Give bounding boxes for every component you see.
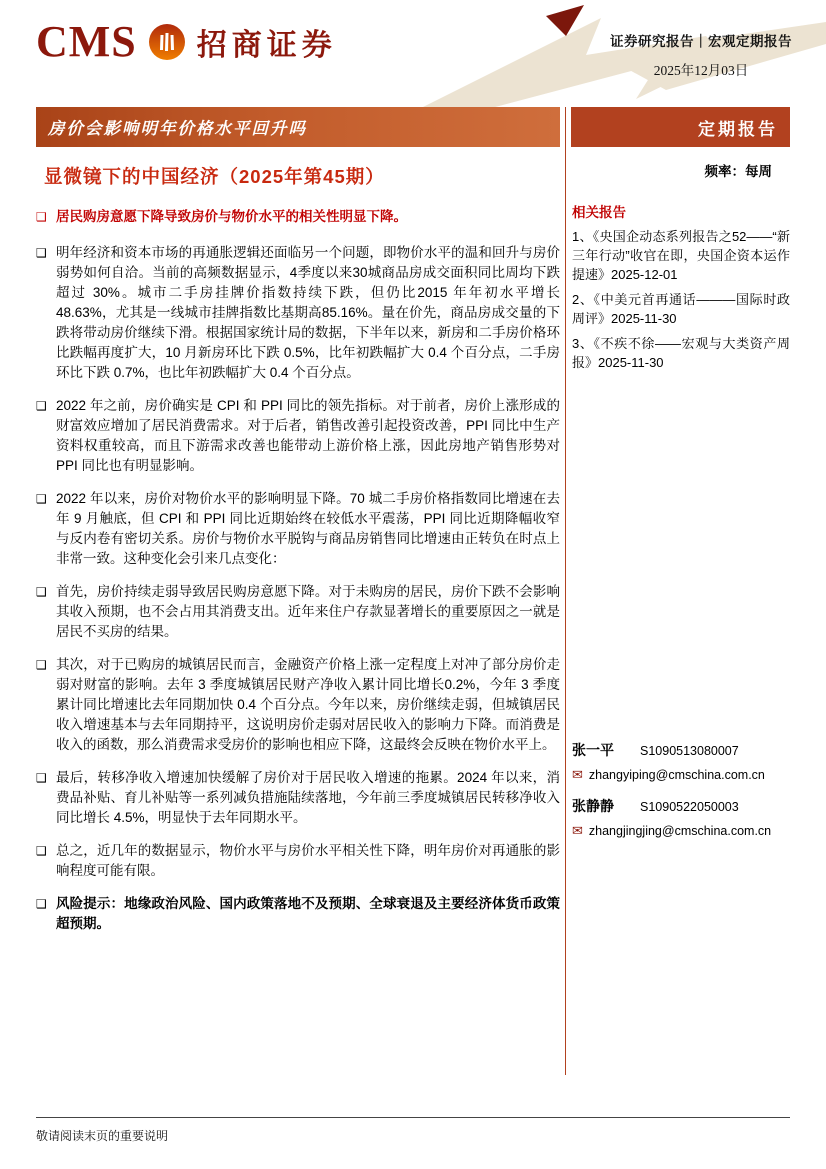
main-body [36,207,560,947]
analyst-email: zhangyiping@cmschina.com.cn [588,768,765,782]
square-bullet-icon: ❑ [36,771,47,785]
paragraph-text: 2022 年以来，房价对物价水平的影响明显下降。70 城二手房价格指数同比增速在去年 9 月触底，但 CPI 和 PPI 同比近期始终在较低水平震荡，PPI 同比近期降幅收窄与反内卷有密切关系。房价与物价水平脱钩与商品房销售同比增速由正转负在时点上非常一致。这种变化会引来几点变化： [56,491,560,566]
square-bullet-icon: ❑ [36,658,47,672]
body-paragraph [36,489,560,569]
cms-logo-icon [148,23,186,61]
risk-text: 风险提示：地缘政治风险、国内政策落地不及预期、全球衰退及主要经济体货币政策超预期。 [56,896,560,931]
analyst-cert-id: S1090513080007 [640,744,739,758]
square-bullet-icon: ❑ [36,210,47,224]
square-bullet-icon: ❑ [36,492,47,506]
risk-warning [36,894,560,934]
frequency-label: 频率：每周 [704,164,772,179]
lead-summary [36,207,560,227]
lead-text: 居民购房意愿下降导致房价与物价水平的相关性明显下降。 [56,209,407,224]
analyst-email-row [572,767,790,783]
analyst-name: 张静静 [572,798,614,814]
body-paragraph [36,396,560,476]
body-paragraph [36,841,560,881]
related-report-item: 2、《中美元首再通话———国际时政周评》2025-11-30 [572,292,790,326]
document-title: 显微镜下的中国经济（2025年第45期） [44,166,385,187]
square-bullet-icon: ❑ [36,844,47,858]
related-report-item: 3、《不疾不徐——宏观与大类资产周报》2025-11-30 [572,336,790,370]
brand-logo [36,17,337,66]
envelope-icon: ✉ [572,823,583,838]
paragraph-text: 首先，房价持续走弱导致居民购房意愿下降。对于未购房的居民，房价下跌不会影响其收入预期，也不会占用其消费支出。近年来住户存款显著增长的重要原因之一就是居民不买房的结果。 [56,584,560,639]
body-paragraph [36,243,560,383]
sidebar [572,160,790,852]
report-date: 2025年12月03日 [653,63,749,78]
paragraph-text: 其次，对于已购房的城镇居民而言，金融资产价格上涨一定程度上对冲了部分房价走弱对财富的影响。去年 3 季度城镇居民财产净收入累计同比增长0.2%，今年 3 季度累计同比增速比去年同期加快 0.4 个百分点。今年以来，房价继续走弱，但城镇居民收入增速基本与去年同期持平，这说明房价走弱对居民收入的影响力下降。而消费是收入的函数，那么消费需求受房价的影响也相应下降，这最终会反映在物价水平上。 [56,657,560,752]
envelope-icon: ✉ [572,767,583,782]
analyst-cert-id: S1090522050003 [640,800,739,814]
report-category: 证券研究报告｜宏观定期报告 [610,34,792,49]
related-reports-title: 相关报告 [572,205,626,220]
square-bullet-icon: ❑ [36,246,47,260]
square-bullet-icon: ❑ [36,585,47,599]
brand-name-cn: 招商证券 [196,29,337,62]
body-paragraph [36,582,560,642]
analyst-row [572,796,790,816]
analyst-block [572,740,790,783]
vertical-divider [565,107,566,1075]
analyst-row [572,740,790,760]
analyst-email: zhangjingjing@cmschina.com.cn [588,824,772,838]
paragraph-text: 总之，近几年的数据显示，物价水平与房价水平相关性下降，明年房价对再通胀的影响程度可能有限。 [56,843,560,878]
analyst-name: 张一平 [572,742,614,758]
footer-divider [36,1117,790,1118]
body-paragraph [36,655,560,755]
related-report-item: 1、《央国企动态系列报告之52——“新三年行动”收官在即，央国企资本运作提速》2025-12-01 [572,229,790,282]
paragraph-text: 2022 年之前，房价确实是 CPI 和 PPI 同比的领先指标。对于前者，房价上涨形成的财富效应增加了居民消费需求。对于后者，销售改善引起投资改善，PPI 同比中生产资料权重较高，而且下游需求改善也能带动上游价格上涨，因此房地产销售形势对 PPI 同比也有明显影响。 [56,398,560,473]
paragraph-text: 明年经济和资本市场的再通胀逻辑还面临另一个问题，即物价水平的温和回升与房价弱势如何自洽。当前的高频数据显示，4季度以来30城商品房成交面积同比周均下跌超过 30%。城市二手房挂牌价指数持续下跌，但仍比2015 年年初水平增长 48.63%，尤其是一线城市挂牌指数比基期高85.16%。量在价先，商品房成交量的下跌将带动房价继续下滑。根据国家统计局的数据，下半年以来，新房和二手房价格环比跌幅再度扩大，10 月新房环比下跌 0.5%，比年初跌幅扩大 0.4 个百分点，二手房环比下跌 0.7%，也比年初跌幅扩大 0.4 个百分点。 [56,245,560,380]
analyst-email-row [572,823,790,839]
square-bullet-icon: ❑ [36,399,47,413]
cms-logo-text: CMS [36,17,137,66]
banner-title: 房价会影响明年价格水平回升吗 [48,120,307,138]
banner [36,107,560,147]
analysts-block [572,740,790,839]
analyst-block [572,796,790,839]
report-type-badge: 定期报告 [571,107,790,147]
body-paragraph [36,768,560,828]
footer-note: 敬请阅读末页的重要说明 [36,1129,169,1143]
header-meta [610,30,792,79]
paragraph-text: 最后，转移净收入增速加快缓解了房价对于居民收入增速的拖累。2024 年以来，消费品补贴、育儿补贴等一系列减负措施陆续落地，今年前三季度城镇居民转移净收入同比增长 4.5%，明显快于去年同期水平。 [56,770,560,825]
square-bullet-icon: ❑ [36,897,47,911]
